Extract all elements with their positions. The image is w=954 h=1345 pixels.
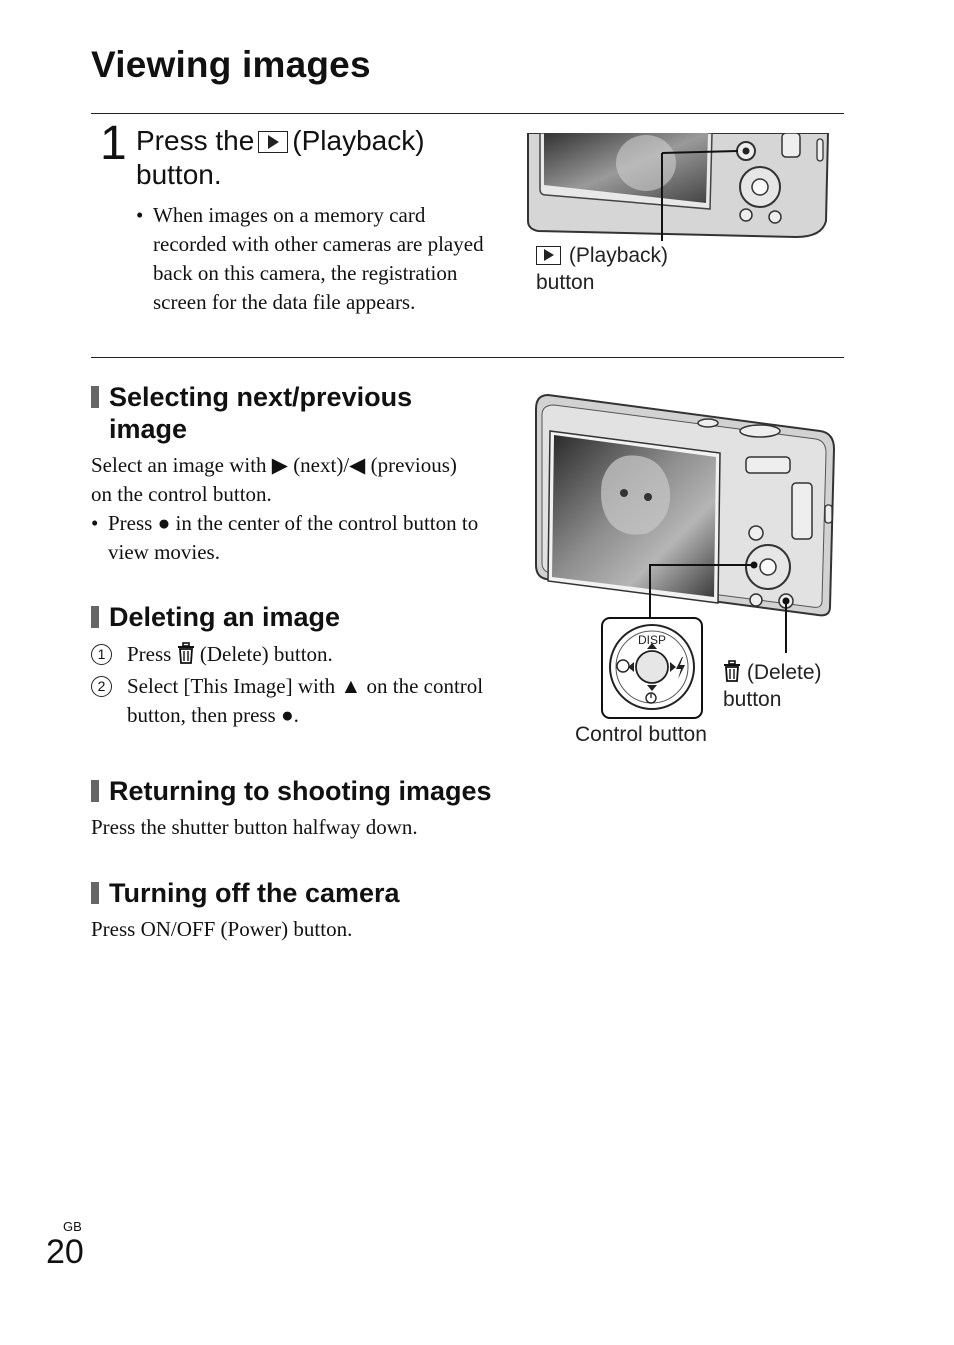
section-marker [91,386,99,408]
selecting-text-b: (next)/ [293,453,350,477]
selecting-text-a: Select an image with [91,453,267,477]
delete-callout [723,659,822,713]
deleting-item-1 [91,640,491,669]
trash-icon [177,642,195,664]
deleting-item1-a: Press [127,642,172,666]
control-button-label: Control button [575,723,707,746]
deleting-item2-c: . [293,703,299,727]
step-heading-after: (Playback) [292,125,425,156]
deleting-item2-b: on the control button, then press [127,674,484,727]
selecting-text-c: (previous) on the control button. [91,453,457,506]
delete-callout-line2: button [723,688,782,711]
step-bullet [136,201,496,317]
playback-callout-line1: (Playback) [568,244,669,267]
deleting-item-2 [91,672,491,730]
prev-arrow-icon: ◀ [349,453,366,477]
bullet-dot: • [136,203,144,227]
next-arrow-icon: ▶ [271,453,288,477]
region-label: GB [63,1219,82,1234]
delete-callout-line1: (Delete) [746,661,822,684]
playback-callout-line2: button [536,271,595,294]
deleting-item1-b: (Delete) button. [199,642,333,666]
step-divider [91,357,844,358]
step-bullet-text: When images on a memory card recorded with other cameras are played back on this camera, the registration screen for the data file appears. [153,203,484,314]
section-returning-title [91,775,492,807]
section-selecting-title-line1: Selecting next/previous [109,382,413,412]
deleting-item2-a: Select [This Image] with [127,674,336,698]
section-selecting-title [91,381,412,445]
section-returning-title-text: Returning to shooting images [109,776,492,806]
page-number: 20 [46,1233,84,1271]
trash-icon [723,660,741,682]
selecting-bullet [91,509,481,567]
section-deleting-title-text: Deleting an image [109,602,341,632]
section-turning-off-body: Press ON/OFF (Power) button. [91,917,353,941]
section-selecting-title-line2: image [109,414,188,444]
bullet-dot: • [91,511,99,535]
camera-closeup-figure [526,133,832,241]
step-circle-1: 1 [91,644,112,665]
up-arrow-icon: ▲ [340,674,362,698]
playback-icon [258,131,288,153]
disp-label: DISP [637,633,667,647]
selecting-bullet-a: Press [108,511,153,535]
step-circle-2: 2 [91,676,112,697]
section-returning-body: Press the shutter button halfway down. [91,815,418,839]
step-heading-before: Press the [136,125,255,156]
center-button-icon: ● [157,511,171,535]
section-marker [91,882,99,904]
step-number: 1 [100,117,127,170]
page-title: Viewing images [91,44,371,85]
section-marker [91,780,99,802]
section-marker [91,606,99,628]
playback-callout [536,242,668,296]
center-button-icon: ● [280,703,294,727]
section-turning-off-title-text: Turning off the camera [109,878,400,908]
section-deleting-title [91,601,340,633]
selecting-bullet-b: in the center of the control button to view movies. [108,511,479,564]
step-heading-line2: button. [136,159,222,190]
section-selecting-body [91,451,481,567]
step-heading [136,124,526,192]
top-divider [91,113,844,114]
playback-icon [536,246,561,265]
section-turning-off-title [91,877,400,909]
